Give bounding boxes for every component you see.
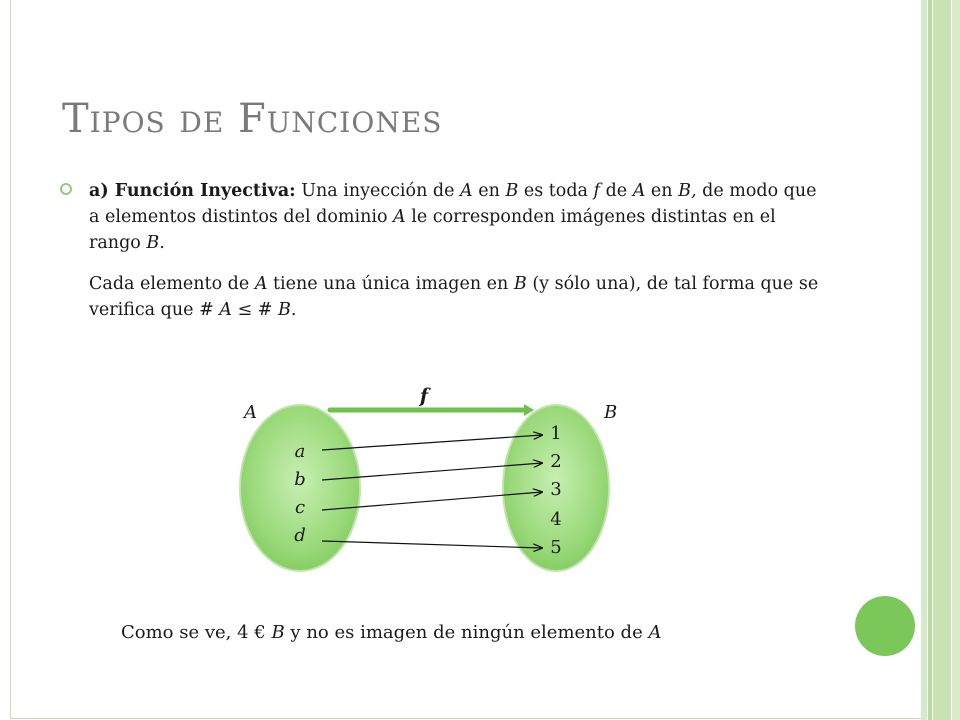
text-segment: .: [290, 300, 297, 320]
text-segment: Como se ve, 4 €: [121, 622, 272, 643]
text-segment: A: [254, 274, 268, 294]
codomain-element: 2: [550, 451, 562, 472]
text-segment: ≤ #: [231, 300, 278, 320]
text-segment: Una inyección de: [295, 181, 461, 201]
text-segment: y no es imagen de ningún elemento de: [284, 622, 649, 643]
domain-element: d: [294, 525, 306, 546]
text-segment: B: [513, 274, 527, 294]
text-segment: en: [472, 181, 506, 201]
text-segment: (y sólo una), de tal forma que se verifica que #: [89, 274, 819, 320]
domain-element: c: [294, 497, 306, 518]
bullet-lead: a) Función Inyectiva:: [89, 181, 296, 201]
text-segment: tiene una única imagen en: [267, 274, 514, 294]
text-segment: A: [219, 300, 232, 320]
codomain-element: 3: [550, 479, 562, 500]
text-segment: B: [505, 181, 519, 201]
codomain-element: 5: [550, 537, 562, 558]
text-segment: B: [271, 622, 285, 643]
set-a-label: A: [244, 402, 257, 423]
text-segment: B: [277, 300, 291, 320]
text-segment: le corresponden imágenes distintas en el rango: [89, 207, 776, 253]
text-segment: f: [593, 181, 601, 201]
decorative-green-circle: [855, 596, 915, 656]
domain-element: a: [294, 441, 306, 462]
codomain-element: 1: [550, 423, 562, 444]
text-segment: es toda: [518, 181, 594, 201]
text-segment: de modo que a elementos distintos del dominio: [89, 181, 817, 227]
text-segment: de: [600, 181, 633, 201]
text-segment: B,: [678, 181, 697, 201]
text-segment: A: [393, 207, 406, 227]
function-label: f: [419, 385, 429, 407]
text-segment: A: [460, 181, 473, 201]
text-segment: en: [645, 181, 679, 201]
mapping-arrow: [322, 541, 542, 548]
diagram-caption: [121, 622, 661, 643]
text-segment: A: [648, 622, 662, 643]
codomain-element: 4: [550, 509, 562, 530]
text-segment: A: [632, 181, 646, 201]
slide-title: Tipos de Funciones: [62, 96, 443, 142]
domain-element: b: [294, 469, 306, 490]
set-b-label: B: [604, 402, 618, 423]
text-segment: B.: [146, 233, 165, 253]
text-segment: Cada elemento de: [89, 274, 255, 294]
